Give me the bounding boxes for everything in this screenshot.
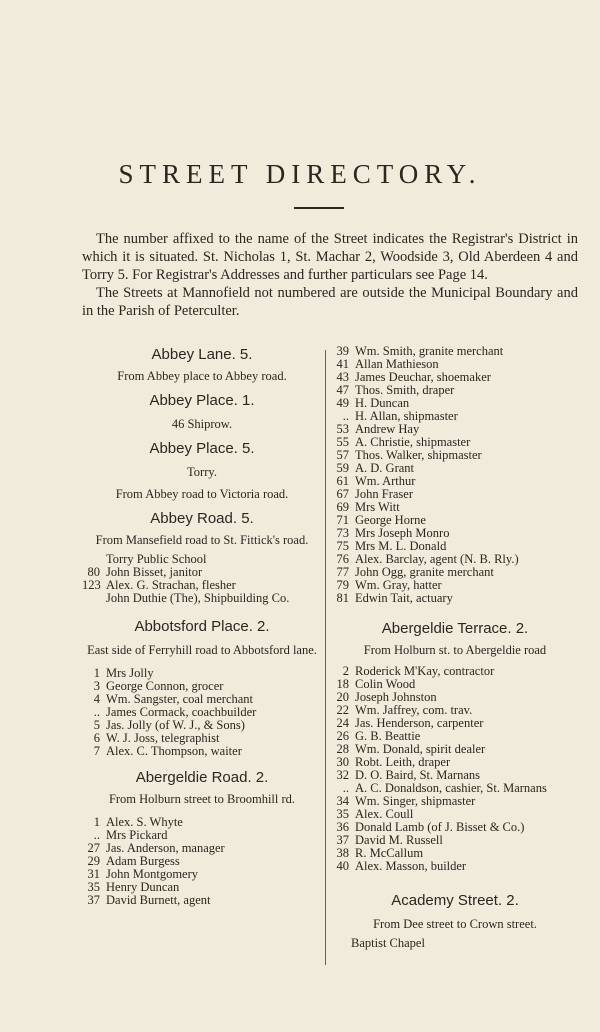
house-number: 3 <box>93 679 100 693</box>
list-item <box>82 894 322 907</box>
resident: Alex. C. Thompson, waiter <box>106 744 242 758</box>
resident: Wm. Donald, spirit dealer <box>355 742 486 756</box>
house-number: 18 <box>336 677 349 691</box>
resident: D. O. Baird, St. Marnans <box>355 768 480 782</box>
house-number: 37 <box>87 893 100 907</box>
street-heading: Abbey Place. 5. <box>149 440 255 457</box>
house-number: 80 <box>87 565 100 579</box>
resident: Robt. Leith, draper <box>355 755 451 769</box>
house-number: 43 <box>336 370 349 384</box>
resident: John Bisset, janitor <box>106 565 203 579</box>
resident: George Connon, grocer <box>106 679 224 693</box>
street-heading: Academy Street. 2. <box>391 892 519 909</box>
house-number: 4 <box>93 692 100 706</box>
resident: Donald Lamb (of J. Bisset & Co.) <box>355 820 525 834</box>
house-number: 29 <box>87 854 100 868</box>
house-number <box>82 592 100 605</box>
house-number: .. <box>93 828 100 842</box>
resident: A. Christie, shipmaster <box>355 435 471 449</box>
house-number: 32 <box>336 768 349 782</box>
resident: Alex. Coull <box>355 807 414 821</box>
intro <box>82 230 578 320</box>
resident: Roderick M'Kay, contractor <box>355 664 495 678</box>
resident: James Deuchar, shoemaker <box>355 370 491 384</box>
house-number: 123 <box>82 578 101 592</box>
resident: Torry Public School <box>106 552 207 566</box>
resident: Alex. Masson, builder <box>355 859 467 873</box>
list-item <box>82 592 322 605</box>
house-number: 40 <box>336 859 349 873</box>
resident: David Burnett, agent <box>106 893 211 907</box>
resident: Allan Mathieson <box>355 357 439 371</box>
street-note: From Holburn street to Broomhill rd. <box>108 792 296 806</box>
list-item <box>331 592 579 605</box>
resident: Thos. Walker, shipmaster <box>355 448 482 462</box>
street-note: From Abbey road to Victoria road. <box>115 487 289 501</box>
right-column <box>331 345 579 950</box>
resident: Jas. Anderson, manager <box>106 841 225 855</box>
resident: A. C. Donaldson, cashier, St. Marnans <box>355 781 547 795</box>
resident: James Cormack, coachbuilder <box>106 705 257 719</box>
street-heading: Abbey Lane. 5. <box>151 346 253 363</box>
house-number: 30 <box>336 755 349 769</box>
house-number: 41 <box>336 357 349 371</box>
resident: Mrs Joseph Monro <box>355 526 450 540</box>
resident: Wm. Smith, granite merchant <box>355 344 504 358</box>
street-heading: Abergeldie Road. 2. <box>135 769 269 786</box>
list-item: Baptist Chapel <box>351 936 425 950</box>
house-number: 75 <box>336 539 349 553</box>
house-number: 73 <box>336 526 349 540</box>
house-number: 49 <box>336 396 349 410</box>
house-number: .. <box>93 705 100 719</box>
resident: Alex. Barclay, agent (N. B. Rly.) <box>355 552 519 566</box>
house-number: 28 <box>336 742 349 756</box>
resident: Mrs M. L. Donald <box>355 539 447 553</box>
resident: Andrew Hay <box>355 422 420 436</box>
house-number: 26 <box>336 729 349 743</box>
house-number: 22 <box>336 703 349 717</box>
resident: Henry Duncan <box>106 880 180 894</box>
resident: George Horne <box>355 513 426 527</box>
resident: H. Duncan <box>355 396 410 410</box>
house-number: 1 <box>93 815 100 829</box>
house-number: 71 <box>336 513 349 527</box>
street-district: Torry. <box>187 465 217 479</box>
page-title: STREET DIRECTORY. <box>118 159 482 189</box>
street-note: From Abbey place to Abbey road. <box>117 369 287 383</box>
list-item <box>82 745 322 758</box>
house-number: 1 <box>93 666 100 680</box>
house-number: 31 <box>87 867 100 881</box>
house-number: 7 <box>93 744 100 758</box>
house-number: 57 <box>336 448 349 462</box>
resident: R. McCallum <box>355 846 424 860</box>
resident: Alex. S. Whyte <box>106 815 183 829</box>
resident: H. Allan, shipmaster <box>355 409 458 423</box>
street-note: East side of Ferryhill road to Abbotsford lane. <box>87 643 317 657</box>
resident: John Fraser <box>355 487 413 501</box>
house-number: 77 <box>336 565 349 579</box>
street-heading: Abergeldie Terrace. 2. <box>381 620 529 637</box>
house-number: 76 <box>336 552 349 566</box>
resident: Joseph Johnston <box>355 690 437 704</box>
street-note: 46 Shiprow. <box>171 417 233 431</box>
house-number: 59 <box>336 461 349 475</box>
resident: Thos. Smith, draper <box>355 383 455 397</box>
street-heading: Abbey Place. 1. <box>149 392 255 409</box>
house-number: 36 <box>336 820 349 834</box>
house-number: 47 <box>336 383 349 397</box>
house-number: 24 <box>336 716 349 730</box>
resident: Adam Burgess <box>106 854 180 868</box>
resident: W. J. Joss, telegraphist <box>106 731 220 745</box>
resident: Wm. Singer, shipmaster <box>355 794 476 808</box>
resident: Alex. G. Strachan, flesher <box>106 578 236 592</box>
house-number: 37 <box>336 833 349 847</box>
house-number: 27 <box>87 841 100 855</box>
house-number: 81 <box>336 591 349 605</box>
resident: Jas. Jolly (of W. J., & Sons) <box>106 718 245 732</box>
street-heading: Abbey Road. 5. <box>150 510 254 527</box>
house-number: .. <box>342 781 349 795</box>
street-note: From Holburn st. to Abergeldie road <box>363 643 547 657</box>
resident: Edwin Tait, actuary <box>355 591 453 605</box>
street-heading: Abbotsford Place. 2. <box>134 618 270 635</box>
left-column <box>82 345 322 907</box>
resident: Jas. Henderson, carpenter <box>355 716 484 730</box>
house-number: 5 <box>93 718 100 732</box>
house-number: 61 <box>336 474 349 488</box>
resident: Wm. Sangster, coal merchant <box>106 692 254 706</box>
column-divider <box>325 350 326 965</box>
house-number: 38 <box>336 846 349 860</box>
resident: David M. Russell <box>355 833 443 847</box>
resident: Mrs Witt <box>355 500 400 514</box>
house-number: 35 <box>336 807 349 821</box>
house-number: 20 <box>336 690 349 704</box>
house-number: 67 <box>336 487 349 501</box>
resident: G. B. Beattie <box>355 729 421 743</box>
resident: Wm. Gray, hatter <box>355 578 442 592</box>
house-number: 55 <box>336 435 349 449</box>
list-item <box>331 860 579 873</box>
house-number: 69 <box>336 500 349 514</box>
house-number: .. <box>342 409 349 423</box>
house-number: 34 <box>336 794 349 808</box>
resident: Mrs Jolly <box>106 666 154 680</box>
house-number: 39 <box>336 344 349 358</box>
street-note: From Mansefield road to St. Fittick's road. <box>95 533 309 547</box>
resident: Mrs Pickard <box>106 828 168 842</box>
resident: A. D. Grant <box>355 461 415 475</box>
street-note: From Dee street to Crown street. <box>373 917 537 931</box>
intro-paragraph: The Streets at Mannofield not numbered are outside the Municipal Boundary and in the Parish of Peterculter. <box>82 285 578 319</box>
title-rule <box>294 207 344 209</box>
house-number: 79 <box>336 578 349 592</box>
house-number: 35 <box>87 880 100 894</box>
resident: John Duthie (The), Shipbuilding Co. <box>106 591 290 605</box>
house-number: 2 <box>342 664 349 678</box>
resident: John Ogg, granite merchant <box>355 565 494 579</box>
house-number: 53 <box>336 422 349 436</box>
intro-paragraph: The number affixed to the name of the Street indicates the Registrar's District in which it is situated. St. Nicholas 1, St. Machar 2, Woodside 3, Old Aberdeen 4 and Torry 5. For Registrar's Addresses and further particulars see Page 14. <box>82 231 578 283</box>
resident: John Montgomery <box>106 867 199 881</box>
resident: Wm. Arthur <box>355 474 416 488</box>
house-number: 6 <box>93 731 100 745</box>
resident: Colin Wood <box>355 677 416 691</box>
resident: Wm. Jaffrey, com. trav. <box>355 703 473 717</box>
